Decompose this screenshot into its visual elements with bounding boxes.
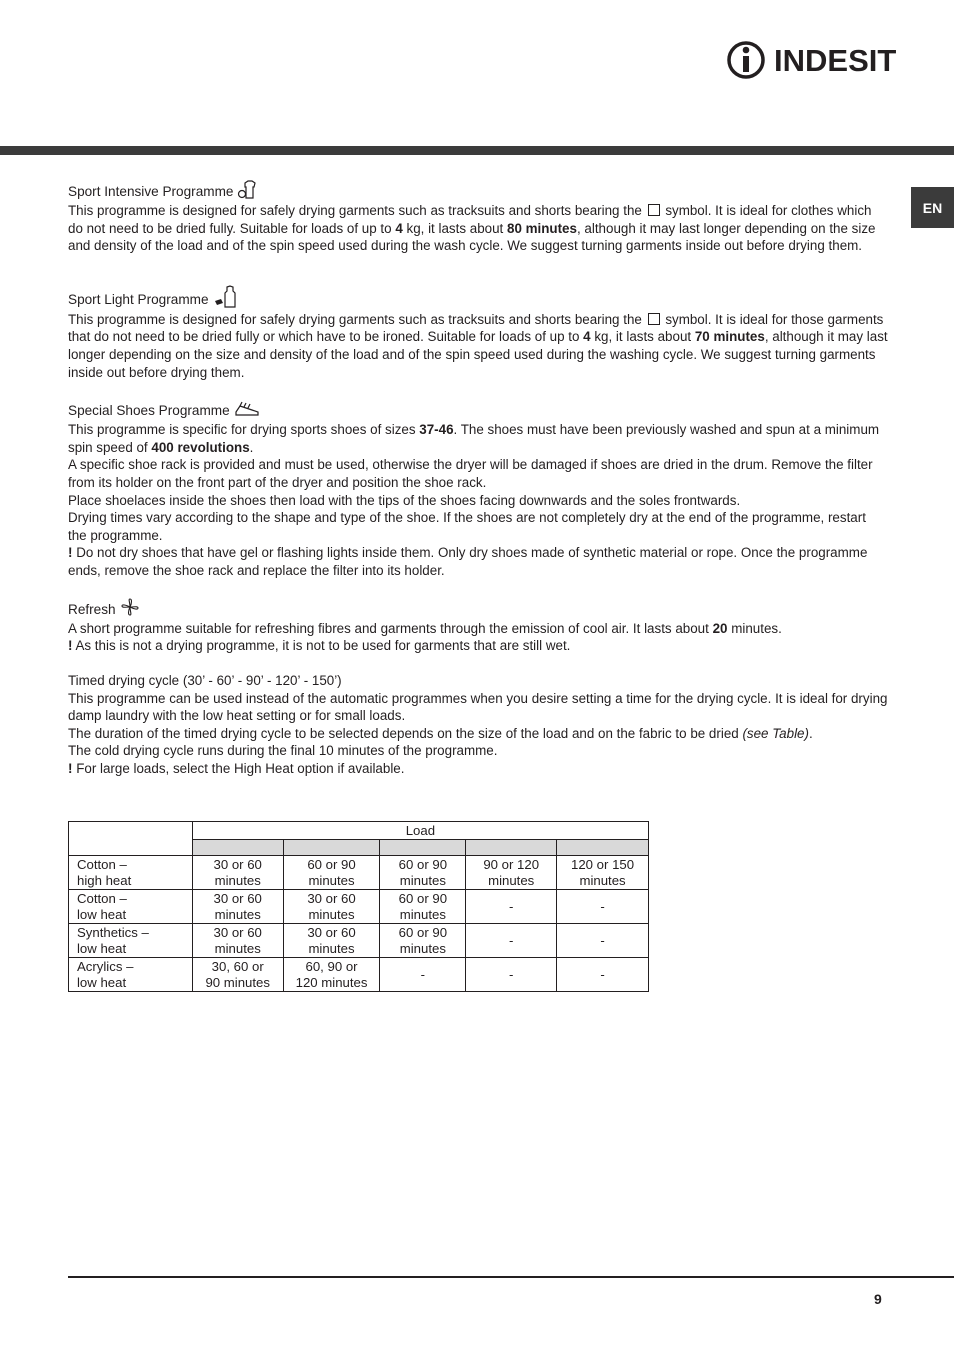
section-title: Timed drying cycle [68,672,180,688]
paragraph: The cold drying cycle runs during the final 10 minutes of the programme. [68,743,498,759]
load-value: 4 [583,329,591,345]
warning-mark: ! [68,545,73,561]
fabric-line: low heat [77,906,127,922]
time-line: minutes [214,872,261,888]
text: , although it may last longer depending on the size and density of the load and of the spin speed used during the wash cycle. We suggest turning garments inside out before drying them. [68,220,876,254]
time-line: - [600,966,605,982]
header-bar [0,146,954,155]
time-line: minutes [308,940,355,956]
time-line: 30 or 60 [213,890,262,906]
time-cell [192,890,283,924]
section-refresh [68,600,888,655]
time-cell [192,924,283,958]
time-cell [283,924,380,958]
time-value: 70 minutes [694,329,765,345]
time-cell [283,890,380,924]
time-line: 60 or 90 [307,856,356,872]
fabric-cell [69,958,193,992]
fabric-line: low heat [77,940,127,956]
time-line: minutes [399,872,446,888]
sport-light-icon [213,285,241,314]
time-line: 90 or 120 [483,856,540,872]
time-cell [283,958,380,992]
time-line: 60 or 90 [398,890,448,906]
section-timed-drying [68,672,888,778]
time-line: minutes [308,906,355,922]
time-line: minutes [308,872,355,888]
time-cell [380,856,466,890]
time-value: 80 minutes [507,220,577,236]
brand-logo [726,40,896,80]
load-column-1 [192,840,283,856]
time-cell [466,924,557,958]
brand-name: INDESIT [774,42,897,78]
tumble-dry-symbol-icon [648,313,660,325]
time-value: 20 [712,620,728,636]
time-cell [557,856,649,890]
time-line: - [508,932,514,948]
paragraph: A specific shoe rack is provided and must be used, otherwise the dryer will be damaged if shoes are dried in the drum. Remove the filter from its holder on the front part of the dryer and position the shoe rack. [68,457,873,490]
document-body [68,182,888,778]
sport-intensive-icon [237,180,259,205]
table-reference: (see Table) [742,725,809,741]
refresh-fan-icon [120,598,140,621]
load-column-4 [466,840,557,856]
time-line: 60 or 90 [398,856,448,872]
text: kg, it lasts about [406,220,504,236]
paragraph: This programme can be used instead of the automatic programmes when you desire setting a time for the drying cycle. It is ideal for drying damp laundry with the low heat setting or for small loads. [68,690,888,724]
section-special-shoes [68,401,888,579]
fabric-line: Cotton – [77,890,127,906]
text: This programme is designed for safely drying garments such as tracksuits and shorts bearing the [68,203,642,218]
text: . The shoes must have been previously washed and spun at a minimum spin speed of [68,422,880,455]
shoe-icon [234,400,260,423]
time-line: 30 or 60 [213,856,262,872]
text: kg, it lasts about [594,329,692,345]
text: symbol. It is ideal for those garments that do not need to be dried fully or which have to be ironed. Suitable for loads of up to [68,311,884,345]
section-title: Sport Light Programme [68,291,209,307]
paragraph: Drying times vary according to the shape and type of the shoe. If the shoes are not completely dry at the end of the programme, restart the programme. [68,510,866,543]
time-cell [466,958,557,992]
sizes-value: 37-46 [419,422,454,438]
paragraph: Place shoelaces inside the shoes then load with the tips of the shoes facing downwards and the soles frontwards. [68,492,741,508]
table-row [69,958,649,992]
load-header: Load [192,822,648,840]
text: minutes. [731,620,782,636]
fabric-cell [69,856,193,890]
table-row [69,924,649,958]
section-sport-light [68,289,888,381]
time-line: 60 or 90 [398,924,448,940]
text: , although it may last longer depending on the size and density of the load and of the spin speed used during the washing cycle. We suggest turning garments inside out before drying them. [68,329,888,380]
time-cell [192,856,283,890]
time-cell [466,856,557,890]
warning-mark: ! [68,761,73,777]
text: Do not dry shoes that have gel or flashing lights inside them. Only dry shoes made of synthetic material or rope. Once the programme ends, remove the shoe rack and replace the filter into its holder. [68,545,868,578]
time-line: minutes [488,872,535,888]
time-cell [557,958,649,992]
time-cell [557,924,649,958]
time-line: 30 or 60 [307,890,356,906]
time-options: (30’ - 60’ - 90’ - 120’ - 150’) [182,672,342,688]
tumble-dry-symbol-icon [648,204,660,216]
time-cell [192,958,283,992]
load-column-5 [557,840,649,856]
table-row [69,890,649,924]
fabric-line: Synthetics – [77,924,149,940]
time-line: 120 or 150 [571,856,635,872]
section-title: Sport Intensive Programme [68,184,234,200]
time-line: - [420,966,426,982]
time-line: 120 minutes [295,974,368,990]
fabric-line: Cotton – [77,856,127,872]
time-line: - [508,966,514,982]
time-line: minutes [214,906,261,922]
time-cell [557,890,649,924]
text: This programme is designed for safely drying garments such as tracksuits and shorts bearing the [68,311,642,327]
table-corner [69,822,193,856]
spin-value: 400 revolutions [151,439,250,455]
text: As this is not a drying programme, it is not to be used for garments that are still wet. [75,638,571,654]
language-tab: EN [911,187,954,228]
load-column-2 [283,840,380,856]
fabric-cell [69,924,193,958]
table-row [69,856,649,890]
time-line: 90 minutes [205,974,270,990]
indesit-i-mark-icon [726,40,766,80]
text: . [249,439,254,455]
time-line: minutes [399,940,446,956]
time-line: - [600,898,605,914]
text: This programme is specific for drying sports shoes of sizes [68,422,416,438]
time-line: minutes [579,872,626,888]
section-title: Refresh [68,601,116,617]
text: . [808,725,813,741]
section-sport-intensive [68,182,888,255]
time-line: 30 or 60 [213,924,262,940]
time-cell [466,890,557,924]
time-cell [380,958,466,992]
page-number: 9 [874,1291,882,1307]
time-line: 30, 60 or [211,958,264,974]
fabric-line: Acrylics – [77,958,134,974]
load-value: 4 [395,220,403,236]
text: For large loads, select the High Heat option if available. [76,761,405,777]
time-line: minutes [399,906,446,922]
fabric-cell [69,890,193,924]
time-cell [380,924,466,958]
text: symbol. It is ideal for clothes which do not need to be dried fully. Suitable for loads of up to [68,203,872,236]
time-line: 30 or 60 [307,924,356,940]
text: A short programme suitable for refreshing fibres and garments through the emission of cool air. It lasts about [68,620,709,636]
fabric-line: low heat [77,974,127,990]
time-line: minutes [214,940,261,956]
footer-rule [68,1276,954,1278]
time-line: - [508,898,514,914]
time-line: 60, 90 or [305,958,358,974]
load-column-3 [380,840,466,856]
timed-drying-table [68,821,649,992]
time-cell [380,890,466,924]
section-title: Special Shoes Programme [68,403,230,419]
text: The duration of the timed drying cycle to be selected depends on the size of the load and on the fabric to be dried [68,725,739,741]
warning-mark: ! [68,638,73,654]
time-line: - [600,932,605,948]
time-cell [283,856,380,890]
fabric-line: high heat [77,872,132,888]
